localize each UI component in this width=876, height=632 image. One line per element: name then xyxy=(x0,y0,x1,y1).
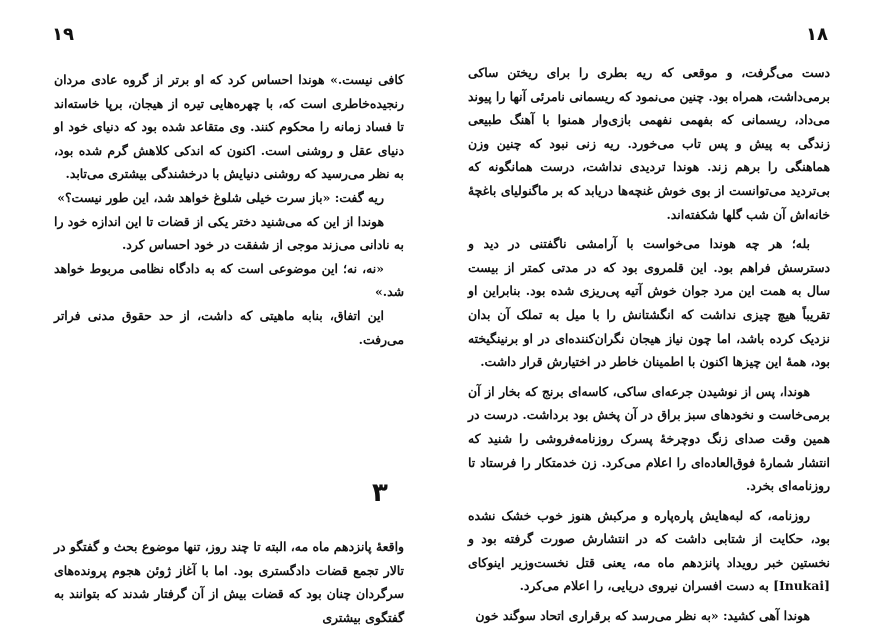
left-page-number: ۱۹ xyxy=(52,24,74,45)
right-page-text xyxy=(468,61,830,628)
right-page-number: ۱۸ xyxy=(806,24,828,45)
right-paragraph-1: دست می‌گرفت، و موقعی که ریه بطری را برای ریختن ساکی برمی‌داشت، همراه بود. چنین می‌نمود که ریسمانی نامرئی آنها را پیوند می‌داد، ریسمانی که بفهمی نفهمی بازی‌وار همنوا با آهنگ طبیعی زندگی به پیش و پس تاب می‌خورد. ریه زنی نبود که چنین وزن هماهنگی را برهم زند. هوندا تردیدی نداشت، درست همانگونه که بی‌تردید می‌توانست از بوی خوش غنچه‌ها دریابد که بر ماگنولیای باغچهٔ خانه‌اش آن شب گلها شکفته‌اند. xyxy=(468,65,830,222)
left-paragraph-4: «نه، نه؛ این موضوعی است که به دادگاه نظامی مربوط خواهد شد.» xyxy=(54,260,404,300)
right-paragraph-2: بله؛ هر چه هوندا می‌خواست با آرامشی ناگفتنی در دید و دسترسش فراهم بود. این قلمروی بود که در مدتی کمتر از بیست سال به همت این مرد جوان خوش آتیه پی‌ریزی شده بود. بنابراین او تقریباً هیچ چیزی نداشت که انگشتانش را با میل به تملک آن بدان نزدیک کرده باشد، اما چون نیاز هیجان نگران‌کننده‌ای در او برنینگیخته بود، همهٔ این چیزها اکنون با اطمینان خاطر در اختیارش قرار داشت. xyxy=(468,236,830,370)
chapter-opening-text xyxy=(54,535,404,629)
right-paragraph-5: هوندا آهی کشید: «به نظر می‌رسد که برقراری اتحاد سوگند خون xyxy=(475,608,810,624)
left-paragraph-1: کافی نیست.» هوندا احساس کرد که او برتر از گروه عادی مردان رنجیده‌خاطری است که، با چهره‌هایی تیره از هیجان، برپا خاسته‌اند تا فساد زمانه را محکوم کنند. وی متقاعد شده بود که دنیای خود او دنیای عقل و روشنی است. اکنون که اندکی کلاهش گرم شده بود، به نظر می‌رسید که روشنی دنیایش با درخشندگی بیشتری می‌تابد. xyxy=(54,72,404,182)
left-paragraph-5: این اتفاق، بنابه ماهیتی که داشت، از حد حقوق مدنی فراتر می‌رفت. xyxy=(54,307,404,347)
left-paragraph-3: هوندا از این که می‌شنید دختر یکی از قضات تا این اندازه خود را به نادانی می‌زند موجی از شفقت در خود احساس کرد. xyxy=(54,213,404,253)
right-paragraph-3: هوندا، پس از نوشیدن جرعه‌ای ساکی، کاسه‌ای برنج که بخار از آن برمی‌خاست و نخودهای سبز براق در آن پخش بود برداشت. درست در همین وقت صدای زنگ دوچرخهٔ پسرک روزنامه‌فروشی را شنید که انتشار شمارهٔ فوق‌العاده‌ای را اعلام می‌کرد. زن خدمتکار را فرستاد تا روزنامه‌ای بخرد. xyxy=(468,383,830,494)
chapter-paragraph-1: واقعهٔ پانزدهم ماه مه، البته تا چند روز، تنها موضوع بحث و گفتگو در تالار تجمع قضات دادگستری بود. اما با آغاز ژوئن هجوم پرونده‌های سرگردان چنان بود که قضات بیش از آن گرفتار شدند که بتوانند به گفتگوی بیشتری xyxy=(54,539,404,625)
right-paragraph-4: روزنامه، که لبه‌هایش پاره‌پاره و مرکبش هنوز خوب خشک نشده بود، حکایت از شتابی داشت که در انتشارش صورت گرفته بود و نخستین خبر رویداد پانزدهم ماه مه، یعنی قتل نخست‌وزیر اینوکای [Inukai] به دست افسران نیروی دریایی، را اعلام می‌کرد. xyxy=(468,507,830,594)
left-page-text xyxy=(54,68,404,351)
chapter-number: ۳ xyxy=(372,478,388,508)
left-paragraph-2: ریه گفت: «باز سرت خیلی شلوغ خواهد شد، این طور نیست؟» xyxy=(57,189,384,205)
